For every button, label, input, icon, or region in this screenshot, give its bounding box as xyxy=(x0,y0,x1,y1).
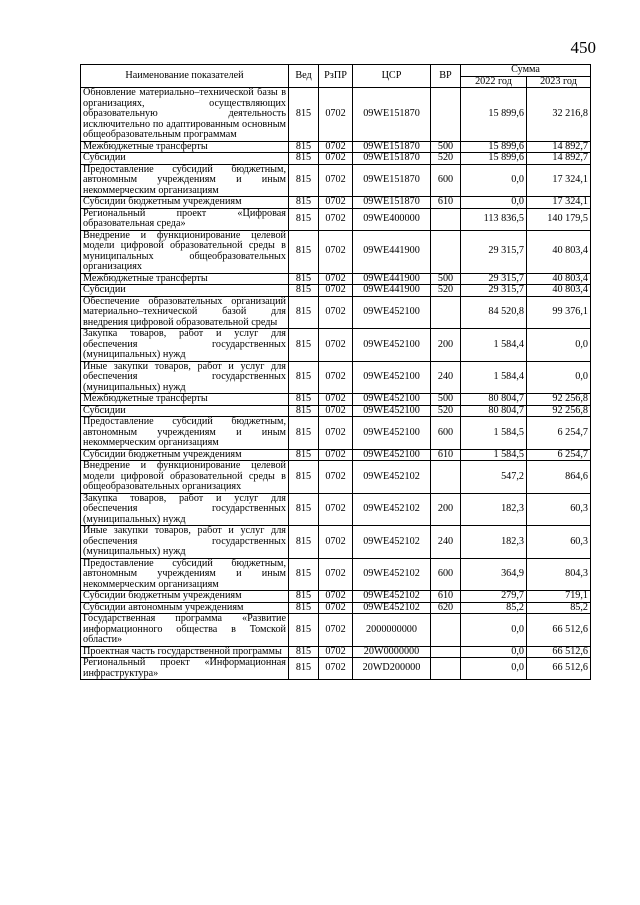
row-ved: 815 xyxy=(289,646,319,658)
row-name: Закупка товаров, работ и услуг для обеспечения государственных (муниципальных) нужд xyxy=(81,493,289,526)
row-name: Предоставление субсидий бюджетным, автономным учреждениям и иным некоммерческим организациям xyxy=(81,558,289,591)
row-vr: 500 xyxy=(431,394,461,406)
row-name: Региональный проект «Информационная инфраструктура» xyxy=(81,658,289,680)
row-ved: 815 xyxy=(289,141,319,153)
table-header xyxy=(81,65,591,88)
row-ved: 815 xyxy=(289,417,319,450)
row-name: Закупка товаров, работ и услуг для обеспечения государственных (муниципальных) нужд xyxy=(81,329,289,362)
row-rzpr: 0702 xyxy=(319,197,353,209)
row-csr: 09WE452100 xyxy=(353,296,431,329)
row-rzpr: 0702 xyxy=(319,230,353,273)
row-amount-2023: 66 512,6 xyxy=(527,646,591,658)
table-row xyxy=(81,208,591,230)
row-vr: 500 xyxy=(431,273,461,285)
row-ved: 815 xyxy=(289,296,319,329)
row-ved: 815 xyxy=(289,153,319,165)
row-amount-2022: 29 315,7 xyxy=(461,230,527,273)
row-ved: 815 xyxy=(289,329,319,362)
row-vr xyxy=(431,614,461,647)
table-row xyxy=(81,591,591,603)
row-vr: 610 xyxy=(431,197,461,209)
row-ved: 815 xyxy=(289,164,319,197)
row-ved: 815 xyxy=(289,273,319,285)
row-rzpr: 0702 xyxy=(319,361,353,394)
row-amount-2022: 547,2 xyxy=(461,461,527,494)
row-csr: 09WE452100 xyxy=(353,329,431,362)
table-row xyxy=(81,88,591,142)
row-ved: 815 xyxy=(289,208,319,230)
row-rzpr: 0702 xyxy=(319,88,353,142)
row-name: Субсидии бюджетным учреждениям xyxy=(81,197,289,209)
row-amount-2023: 60,3 xyxy=(527,526,591,559)
table-body xyxy=(81,88,591,680)
table-row xyxy=(81,614,591,647)
row-rzpr: 0702 xyxy=(319,329,353,362)
row-ved: 815 xyxy=(289,461,319,494)
row-amount-2022: 29 315,7 xyxy=(461,285,527,297)
row-amount-2023: 85,2 xyxy=(527,602,591,614)
row-vr xyxy=(431,461,461,494)
row-name: Региональный проект «Цифровая образовательная среда» xyxy=(81,208,289,230)
row-amount-2022: 80 804,7 xyxy=(461,405,527,417)
header-year-2022: 2022 год xyxy=(461,76,527,88)
row-ved: 815 xyxy=(289,88,319,142)
row-amount-2023: 14 892,7 xyxy=(527,141,591,153)
row-vr xyxy=(431,88,461,142)
row-amount-2023: 92 256,8 xyxy=(527,394,591,406)
row-ved: 815 xyxy=(289,658,319,680)
row-name: Субсидии автономным учреждениям xyxy=(81,602,289,614)
row-ved: 815 xyxy=(289,230,319,273)
row-csr: 09WE151870 xyxy=(353,141,431,153)
table-row xyxy=(81,493,591,526)
row-rzpr: 0702 xyxy=(319,591,353,603)
row-amount-2023: 40 803,4 xyxy=(527,230,591,273)
row-amount-2022: 364,9 xyxy=(461,558,527,591)
row-amount-2022: 113 836,5 xyxy=(461,208,527,230)
row-amount-2023: 6 254,7 xyxy=(527,417,591,450)
row-ved: 815 xyxy=(289,285,319,297)
row-name: Предоставление субсидий бюджетным, автономным учреждениям и иным некоммерческим организациям xyxy=(81,164,289,197)
table-row xyxy=(81,329,591,362)
row-name: Субсидии бюджетным учреждениям xyxy=(81,591,289,603)
row-amount-2022: 15 899,6 xyxy=(461,88,527,142)
row-amount-2022: 182,3 xyxy=(461,526,527,559)
row-rzpr: 0702 xyxy=(319,285,353,297)
row-csr: 09WE441900 xyxy=(353,273,431,285)
row-vr: 600 xyxy=(431,417,461,450)
row-amount-2022: 0,0 xyxy=(461,658,527,680)
budget-table xyxy=(80,64,591,680)
row-name: Иные закупки товаров, работ и услуг для обеспечения государственных (муниципальных) нужд xyxy=(81,526,289,559)
table-row xyxy=(81,164,591,197)
row-vr: 500 xyxy=(431,141,461,153)
row-rzpr: 0702 xyxy=(319,405,353,417)
row-amount-2023: 40 803,4 xyxy=(527,285,591,297)
row-rzpr: 0702 xyxy=(319,461,353,494)
row-ved: 815 xyxy=(289,602,319,614)
row-rzpr: 0702 xyxy=(319,658,353,680)
row-vr: 240 xyxy=(431,526,461,559)
row-rzpr: 0702 xyxy=(319,602,353,614)
row-name: Обеспечение образовательных организаций материально–технической базой для внедрения цифровой образовательной среды xyxy=(81,296,289,329)
row-amount-2023: 66 512,6 xyxy=(527,614,591,647)
row-amount-2023: 864,6 xyxy=(527,461,591,494)
row-amount-2023: 14 892,7 xyxy=(527,153,591,165)
row-name: Государственная программа «Развитие информационного общества в Томской области» xyxy=(81,614,289,647)
row-vr: 200 xyxy=(431,329,461,362)
row-rzpr: 0702 xyxy=(319,493,353,526)
row-rzpr: 0702 xyxy=(319,449,353,461)
row-amount-2022: 1 584,5 xyxy=(461,449,527,461)
row-ved: 815 xyxy=(289,449,319,461)
row-vr: 600 xyxy=(431,558,461,591)
row-rzpr: 0702 xyxy=(319,526,353,559)
row-amount-2023: 140 179,5 xyxy=(527,208,591,230)
row-vr: 610 xyxy=(431,591,461,603)
row-rzpr: 0702 xyxy=(319,208,353,230)
header-csr: ЦСР xyxy=(353,65,431,88)
row-name: Межбюджетные трансферты xyxy=(81,394,289,406)
row-csr: 09WE452102 xyxy=(353,461,431,494)
row-amount-2022: 1 584,4 xyxy=(461,329,527,362)
table-row xyxy=(81,405,591,417)
row-ved: 815 xyxy=(289,405,319,417)
row-amount-2023: 92 256,8 xyxy=(527,405,591,417)
header-sum: Сумма xyxy=(461,65,591,77)
row-amount-2022: 279,7 xyxy=(461,591,527,603)
row-csr: 09WE151870 xyxy=(353,88,431,142)
row-csr: 09WE151870 xyxy=(353,153,431,165)
row-amount-2023: 804,3 xyxy=(527,558,591,591)
row-name: Обновление материально–технической базы в организациях, осуществляющих образовательную деятельность исключительно по адаптированным основным общеобразовательным программам xyxy=(81,88,289,142)
row-vr: 240 xyxy=(431,361,461,394)
row-csr: 20W0000000 xyxy=(353,646,431,658)
row-ved: 815 xyxy=(289,558,319,591)
row-ved: 815 xyxy=(289,197,319,209)
row-amount-2023: 0,0 xyxy=(527,361,591,394)
header-year-2023: 2023 год xyxy=(527,76,591,88)
row-vr: 600 xyxy=(431,164,461,197)
row-amount-2022: 1 584,5 xyxy=(461,417,527,450)
row-csr: 09WE151870 xyxy=(353,197,431,209)
row-name: Иные закупки товаров, работ и услуг для обеспечения государственных (муниципальных) нужд xyxy=(81,361,289,394)
table-row xyxy=(81,361,591,394)
row-rzpr: 0702 xyxy=(319,417,353,450)
row-rzpr: 0702 xyxy=(319,141,353,153)
row-csr: 09WE452102 xyxy=(353,602,431,614)
row-ved: 815 xyxy=(289,493,319,526)
table-row xyxy=(81,296,591,329)
header-rzpr: РзПР xyxy=(319,65,353,88)
table-row xyxy=(81,658,591,680)
table-row xyxy=(81,197,591,209)
table-row xyxy=(81,558,591,591)
row-csr: 09WE452102 xyxy=(353,526,431,559)
row-amount-2023: 17 324,1 xyxy=(527,197,591,209)
row-name: Субсидии бюджетным учреждениям xyxy=(81,449,289,461)
row-amount-2023: 32 216,8 xyxy=(527,88,591,142)
row-csr: 09WE452102 xyxy=(353,493,431,526)
table-row xyxy=(81,273,591,285)
row-amount-2023: 66 512,6 xyxy=(527,658,591,680)
row-amount-2022: 0,0 xyxy=(461,197,527,209)
row-vr: 520 xyxy=(431,405,461,417)
page-number: 450 xyxy=(570,38,596,57)
row-vr xyxy=(431,646,461,658)
row-csr: 09WE452100 xyxy=(353,449,431,461)
row-name: Предоставление субсидий бюджетным, автономным учреждениям и иным некоммерческим организациям xyxy=(81,417,289,450)
row-csr: 09WE151870 xyxy=(353,164,431,197)
row-vr xyxy=(431,230,461,273)
row-name: Субсидии xyxy=(81,405,289,417)
row-rzpr: 0702 xyxy=(319,646,353,658)
row-amount-2023: 99 376,1 xyxy=(527,296,591,329)
row-name: Проектная часть государственной программы xyxy=(81,646,289,658)
header-ved: Вед xyxy=(289,65,319,88)
row-vr xyxy=(431,296,461,329)
table-row xyxy=(81,461,591,494)
table-row xyxy=(81,141,591,153)
row-rzpr: 0702 xyxy=(319,296,353,329)
row-csr: 09WE452100 xyxy=(353,405,431,417)
row-vr: 620 xyxy=(431,602,461,614)
row-csr: 09WE452100 xyxy=(353,417,431,450)
row-amount-2022: 0,0 xyxy=(461,614,527,647)
row-amount-2023: 17 324,1 xyxy=(527,164,591,197)
row-rzpr: 0702 xyxy=(319,164,353,197)
row-csr: 09WE452100 xyxy=(353,394,431,406)
row-amount-2022: 182,3 xyxy=(461,493,527,526)
row-rzpr: 0702 xyxy=(319,273,353,285)
row-csr: 09WE452102 xyxy=(353,591,431,603)
row-vr: 520 xyxy=(431,285,461,297)
row-amount-2022: 15 899,6 xyxy=(461,153,527,165)
row-rzpr: 0702 xyxy=(319,394,353,406)
row-name: Субсидии xyxy=(81,285,289,297)
table-row xyxy=(81,153,591,165)
row-ved: 815 xyxy=(289,361,319,394)
table-row xyxy=(81,646,591,658)
row-vr xyxy=(431,658,461,680)
table-row xyxy=(81,230,591,273)
table-row xyxy=(81,526,591,559)
row-csr: 09WE452100 xyxy=(353,361,431,394)
row-ved: 815 xyxy=(289,614,319,647)
row-amount-2022: 15 899,6 xyxy=(461,141,527,153)
row-vr: 520 xyxy=(431,153,461,165)
header-name: Наименование показателей xyxy=(81,65,289,88)
row-ved: 815 xyxy=(289,394,319,406)
row-csr: 09WE452102 xyxy=(353,558,431,591)
row-rzpr: 0702 xyxy=(319,558,353,591)
row-vr: 610 xyxy=(431,449,461,461)
table-row xyxy=(81,394,591,406)
table-row xyxy=(81,449,591,461)
row-amount-2022: 84 520,8 xyxy=(461,296,527,329)
row-amount-2022: 80 804,7 xyxy=(461,394,527,406)
row-name: Субсидии xyxy=(81,153,289,165)
row-name: Внедрение и функционирование целевой модели цифровой образовательной среды в муниципальных общеобразовательных организациях xyxy=(81,230,289,273)
row-ved: 815 xyxy=(289,591,319,603)
row-rzpr: 0702 xyxy=(319,614,353,647)
row-amount-2023: 40 803,4 xyxy=(527,273,591,285)
row-name: Межбюджетные трансферты xyxy=(81,273,289,285)
row-amount-2022: 85,2 xyxy=(461,602,527,614)
row-amount-2022: 29 315,7 xyxy=(461,273,527,285)
row-amount-2022: 0,0 xyxy=(461,164,527,197)
row-csr: 09WE400000 xyxy=(353,208,431,230)
row-vr xyxy=(431,208,461,230)
row-amount-2022: 0,0 xyxy=(461,646,527,658)
row-amount-2023: 719,1 xyxy=(527,591,591,603)
row-csr: 09WE441900 xyxy=(353,285,431,297)
row-csr: 20WD200000 xyxy=(353,658,431,680)
row-rzpr: 0702 xyxy=(319,153,353,165)
row-amount-2023: 0,0 xyxy=(527,329,591,362)
table-row xyxy=(81,602,591,614)
row-amount-2023: 6 254,7 xyxy=(527,449,591,461)
row-amount-2023: 60,3 xyxy=(527,493,591,526)
table-row xyxy=(81,285,591,297)
row-vr: 200 xyxy=(431,493,461,526)
row-csr: 09WE441900 xyxy=(353,230,431,273)
row-name: Межбюджетные трансферты xyxy=(81,141,289,153)
row-name: Внедрение и функционирование целевой модели цифровой образовательной среды в общеобразовательных организациях xyxy=(81,461,289,494)
row-ved: 815 xyxy=(289,526,319,559)
header-vr: ВР xyxy=(431,65,461,88)
table-row xyxy=(81,417,591,450)
row-csr: 2000000000 xyxy=(353,614,431,647)
row-amount-2022: 1 584,4 xyxy=(461,361,527,394)
